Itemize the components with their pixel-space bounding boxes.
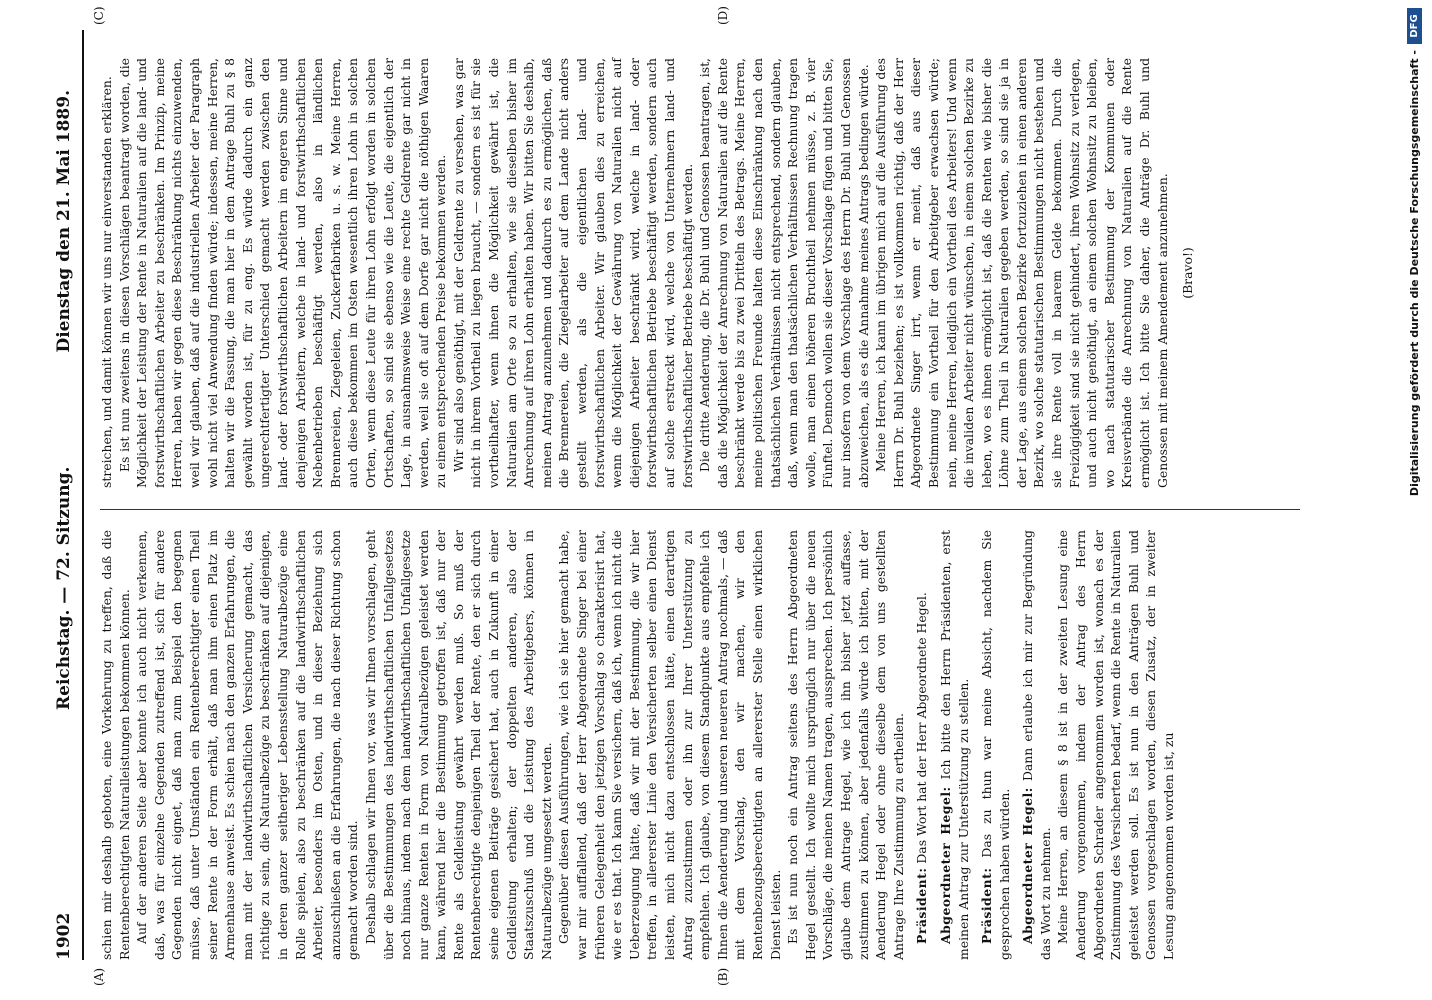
speech-paragraph [1019,530,1054,960]
speaker-name: Präsident: [979,867,995,944]
body-paragraph: streichen, und damit können wir uns nur einverstanden erklären. [99,76,114,488]
left-text-column [98,530,1178,960]
speech-text: Das Wort hat der Herr Abgeordnete Hegel. [914,592,930,864]
margin-mark-d: (D) [716,6,730,25]
margin-mark-b: (B) [716,967,730,986]
speaker-name: Abgeordneter Hegel: [1020,787,1036,944]
body-paragraph: Wir sind also genöthigt, mit der Geldrente zu versehen, was gar nicht in ihrem Vortheil zu liegen braucht, — sondern es ist für sie vortheilhafter, wenn ihnen die Möglichkeit gewährt ist, die Naturalien am Orte so zu erhalten, wie sie dieselben bisher im Anrechnung auf ihren Lohn erhalten haben. Wir bitten Sie deshalb, meinen Antrag anzunehmen und dadurch es zu ermöglichen, daß die Brennereien, die Ziegelarbeiter auf dem Lande nicht anders gestellt werden, als die eigentlichen land- und forstwirthschaftlichen Arbeiter. Wir glauben dies zu erreichen, wenn die Möglichkeit der Gewährung von Naturalien nicht auf diejenigen Arbeiter beschränkt wird, welche in land- oder forstwirthschaftlichen Betriebe beschäftigt werden, sondern auch auf solche erstreckt wird, welche von Unternehmern land- und forstwirthschaftlicher Betriebe beschäftigt werden. [450,58,695,488]
column-divider [100,509,1300,510]
speech-text: Ich bitte den Herrn Präsidenten, erst meinen Antrag zur Unterstützung zu stellen. [937,530,971,960]
dfg-logo: DFG [1407,8,1422,44]
margin-mark-a: (A) [92,967,106,986]
body-paragraph: schien mir deshalb geboten, eine Vorkehrung zu treffen, daß die Rentenberechtigten Naturalleistungen bekommen können. [99,530,132,960]
speech-text: Dann erlaube ich mir zur Begründung das Wort zu nehmen. [1020,530,1053,960]
body-paragraph: Auf der anderen Seite aber konnte ich auch nicht verkennen, daß, was für einzelne Gegenden zutreffend ist, sich für andere Gegenden nicht eignet, daß man zum Beispiel den begegnen müsse, daß unter Umständen ein Rentenberechtigter einen Theil seiner Rente in der Form erhält, daß man ihm einen Platz im Armenhause anweist. Es schien nach den ganzen Erfahrungen, die man mit der landwirthschaftlichen Versicherung gemacht, das richtige zu sein, die Naturalbezüge zu beschränken auf diejenigen, in deren ganzer seitheriger Lebensstellung Naturalbezüge eine Rolle spielen, also zu beschränken auf die landwirthschaftlichen Arbeiter, besonders im Osten, und in dieser Beziehung sich anzuschließen an die Erfahrungen, die nach dieser Richtung schon gemacht worden sind. [134,530,361,960]
body-paragraph: Die dritte Aenderung, die Dr. Buhl und Genossen beantragen, ist, daß die Möglichkeit der Anrechnung von Naturalien auf die Rente beschränkt werde bis zu zwei Dritteln des Betrags. Meine Herren, meine politischen Freunde halten diese Einschränkung nach den thatsächlichen Verhältnissen nicht entsprechend, sondern glauben, daß, wenn man den thatsächlichen Verhältnissen Rechnung tragen wolle, man einen höheren Bruchtheil nehmen müsse, z. B. vier Fünftel. Dennoch wollen sie dieser Vorschlage fügen und bitten Sie, nur insofern von dem Vorschlage des Herrn Dr. Buhl und Genossen abzuweichen, als es die Annahme meines Antrags bedingen würde. [697,58,871,488]
speaker-name: Abgeordneter Hegel: [937,786,953,944]
credit-text: Digitalisierung gefördert durch die Deutsche Forschungsgemeinschaft - [1408,50,1421,497]
applause-note: (Bravo!) [1180,247,1196,299]
right-text-column [98,58,1197,488]
speech-paragraph [913,530,931,960]
body-paragraph: Meine Herren, ich kann im übrigen mich auf die Ausführung des Herrn Dr. Buhl beziehen; es ist vollkommen richtig, daß der Herr Abgeordnete Singer irrt, wenn er meint, daß aus dieser Bestimmung ein Vortheil für den Arbeitgeber erwachsen würde; nein, meine Herren, lediglich ein Vortheil des Arbeiters! Und wenn die invaliden Arbeiter nicht wünschen, in einem solchen Bezirke zu leben, wo es ihnen ermöglicht ist, daß die Renten wie bisher die Löhne zum Theil in Naturalien gegeben werden, so sind sie ja in der Lage, aus einem solchen Bezirke fortzuziehen in einen anderen Bezirk, wo solche statutarischen Bestimmungen nicht bestehen und sie ihre Rente voll in baarem Gelde bekommen. Durch die Freizügigkeit sind sie nicht gehindert, ihren Wohnsitz zu verlegen, und auch nicht genöthigt, an einem solchen Wohnsitz zu bleiben, wo nach statutarischer Bestimmung der Kommunen oder Kreisverbände die Anrechnung von Naturalien auf die Rente ermöglicht ist. Ich bitte Sie daher, die Anträge Dr. Buhl und Genossen mit meinem Amendement anzunehmen. [873,58,1170,488]
speaker-name: Präsident: [914,867,930,944]
page-header [52,30,84,960]
digitization-credit [1404,0,1426,1000]
margin-mark-c: (C) [92,6,106,25]
body-paragraph: Deshalb schlagen wir Ihnen vor, was wir Ihnen vorschlagen, geht über die Bestimmungen des landwirthschaftlichen Unfallgesetzes noch hinaus, indem nach dem landwirthschaftlichen Unfallgesetze nur ganze Renten in Form von Naturalbezügen geleistet werden kann, während hier die Bestimmung getroffen ist, daß nur der Rente als Geldleistung gewährt werden muß. So muß der Rentenberechtigte denjenigen Theil der Rente, den er sich durch seine eigenen Beiträge gesichert hat, auch in Zukunft in einer Geldleistung erhalten; der doppelten anderen, also der Staatszuschuß und die Leistung des Arbeitgebers, können in Naturalbezüge umgesetzt werden. [362,530,554,960]
body-paragraph: Es ist nun noch ein Antrag seitens des Herrn Abgeordneten Hegel gestellt. Ich wollte mich ursprünglich nur über die neuen Vorschläge, die meinen Namen tragen, aussprechen. Ich persönlich glaube dem Antrage Hegel, wie ich ihn bisher jetzt auffasse, zustimmen zu können, aber jedenfalls würde ich bitten, mit der Aenderung Hegel oder ohne dieselbe dem von uns gestellten Antrage Ihre Zustimmung zu ertheilen. [785,530,906,960]
speech-paragraph [978,530,1013,960]
body-paragraph: Es ist nun zweitens in diesen Vorschlägen beantragt worden, die Möglichkeit der Leistung der Rente in Naturalien auf die land- und forstwirthschaftlichen Arbeiter zu beschränken. Im Prinzip, meine Herren, haben wir gegen diese Beschränkung nichts einzuwenden, weil wir glauben, daß auf die industriellen Arbeiter der Paragraph wohl nicht viel Anwendung finden würde; indessen, meine Herren, halten wir die Fassung, die man hier in dem Antrage Buhl zu § 8 gewählt worden ist, für zu eng. Es würde dadurch ein ganz ungerechtfertigter Unterschied gemacht werden zwischen den land- oder forstwirthschaftlichen Arbeitern im engeren Sinne und denjenigen Arbeitern, welche in land- und forstwirthschaftlichen Nebenbetrieben beschäftigt werden, also in ländlichen Brennereien, Ziegeleien, Zuckerfabriken u. s. w. Meine Herren, auch diese bekommen im Osten wesentlich ihren Lohn in solchen Orten, wenn diese Leute für ihren Lohn erfolgt worden in solchen Ortschaften, so sind sie ebenso wie die Leute, die eigentlich der Lage, in ausnahmsweise Weise eine rechte Geldrente gar nicht in werden, weil sie oft auf dem Dorfe gar nicht die nöthigen Waaren zu einem entsprechenden Preise bekommen werden. [116,58,449,488]
running-title: Reichstag. — 72. Sitzung. [54,466,74,710]
body-paragraph: Meine Herren, an diesem § 8 ist in der zweiten Lesung eine Aenderung vorgenommen, indem der Antrag des Herrn Abgeordneten Schrader angenommen worden ist, wonach es der Zustimmung des Versicherten bedarf, wenn die Rente in Naturalien geleistet werden soll. Es ist nun in den Anträgen Buhl und Genossen vorgeschlagen worden, diesen Zusatz, der in zweiter Lesung angenommen worden ist, zu [1055,530,1177,960]
body-paragraph: Gegenüber diesen Ausführungen, wie ich sie hier gemacht habe, war mir auffallend, daß der Herr Abgeordnete Singer bei einer früheren Gelegenheit den jetzigen Vorschlag so charakterisirt hat, wie er es that. Ich kann Sie versichern, daß ich, wenn ich nicht die Ueberzeugung hätte, daß wir mit der Bestimmung, die wir hier treffen, in allererster Linie den Versicherten selber einen Dienst leisten, mich nicht dazu entschlossen hätte, einen derartigen Antrag zuzustimmen oder ihn zur Ihrer Unterstützung zu empfehlen. Ich glaube, von diesem Standpunkte aus empfehle ich Ihnen die Aenderung und unseren neueren Antrag nochmals, — daß mit dem Vorschlag, den wir machen, wir den Rentenbezugsberechtigten an allererster Stelle einen wirklichen Dienst leisten. [556,530,783,960]
speech-text: Das zu thun war meine Absicht, nachdem Sie gesprochen haben würden. [979,530,1012,960]
session-date: Dienstag den 21. Mai 1889. [54,90,74,353]
speech-paragraph [937,530,972,960]
page-number: 1902 [54,912,74,960]
